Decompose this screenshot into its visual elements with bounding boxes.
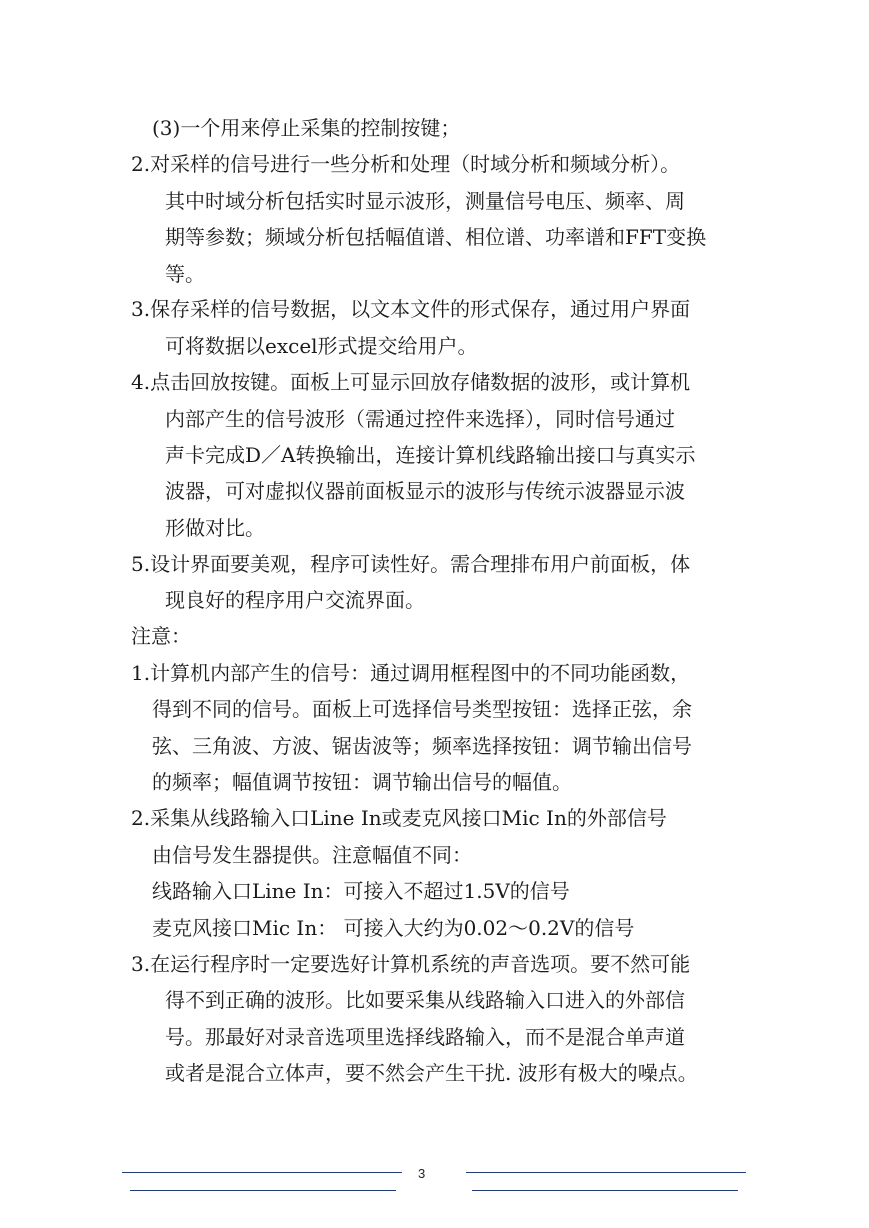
footer-rule-right-bottom <box>472 1190 738 1191</box>
text-line: 声卡完成D／A转换输出，连接计算机线路输出接口与真实示 <box>165 443 696 467</box>
text-line: 号。那最好对录音选项里选择线路输入，而不是混合单声道 <box>165 1025 685 1049</box>
text-line: 的频率；幅值调节按钮：调节输出信号的幅值。 <box>152 770 572 794</box>
section-heading: 注意： <box>131 624 191 648</box>
text-line: 其中时域分析包括实时显示波形，测量信号电压、频率、周 <box>165 189 685 213</box>
text-line: 弦、三角波、方波、锯齿波等；频率选择按钮：调节输出信号 <box>152 734 692 758</box>
text-line: 形做对比。 <box>165 516 265 540</box>
text-line: 期等参数；频域分析包括幅值谱、相位谱、功率谱和FFT变换 <box>165 225 707 249</box>
footer-rule-right-top <box>466 1172 746 1173</box>
text-line: 3.在运行程序时一定要选好计算机系统的声音选项。要不然可能 <box>131 952 691 976</box>
text-line: 等。 <box>165 262 205 286</box>
footer-rule-left-bottom <box>130 1190 396 1191</box>
text-line: 4.点击回放按键。面板上可显示回放存储数据的波形，或计算机 <box>131 370 691 394</box>
text-line: (3)一个用来停止采集的控制按键； <box>152 116 461 140</box>
text-line: 麦克风接口Mic In： 可接入大约为0.02～0.2V的信号 <box>152 916 635 940</box>
text-line: 1.计算机内部产生的信号：通过调用框程图中的不同功能函数， <box>131 661 691 685</box>
text-line: 3.保存采样的信号数据，以文本文件的形式保存，通过用户界面 <box>131 297 691 321</box>
text-line: 得到不同的信号。面板上可选择信号类型按钮：选择正弦，余 <box>152 697 692 721</box>
footer-rule-left-top <box>122 1172 402 1173</box>
text-line: 得不到正确的波形。比如要采集从线路输入口进入的外部信 <box>165 988 685 1012</box>
text-line: 线路输入口Line In：可接入不超过1.5V的信号 <box>152 879 570 903</box>
text-line: 内部产生的信号波形（需通过控件来选择），同时信号通过 <box>165 407 675 431</box>
text-line: 波器，可对虚拟仪器前面板显示的波形与传统示波器显示波 <box>165 479 685 503</box>
text-line: 由信号发生器提供。注意幅值不同： <box>152 843 472 867</box>
page-number: 3 <box>418 1166 426 1181</box>
text-line: 现良好的程序用户交流界面。 <box>165 588 425 612</box>
text-line: 5.设计界面要美观，程序可读性好。需合理排布用户前面板，体 <box>131 552 691 576</box>
text-line: 可将数据以excel形式提交给用户。 <box>165 334 478 358</box>
text-line: 2.对采样的信号进行一些分析和处理（时域分析和频域分析）。 <box>131 152 681 176</box>
text-line: 或者是混合立体声，要不然会产生干扰. 波形有极大的噪点。 <box>165 1061 698 1085</box>
text-line: 2.采集从线路输入口Line In或麦克风接口Mic In的外部信号 <box>131 806 667 830</box>
